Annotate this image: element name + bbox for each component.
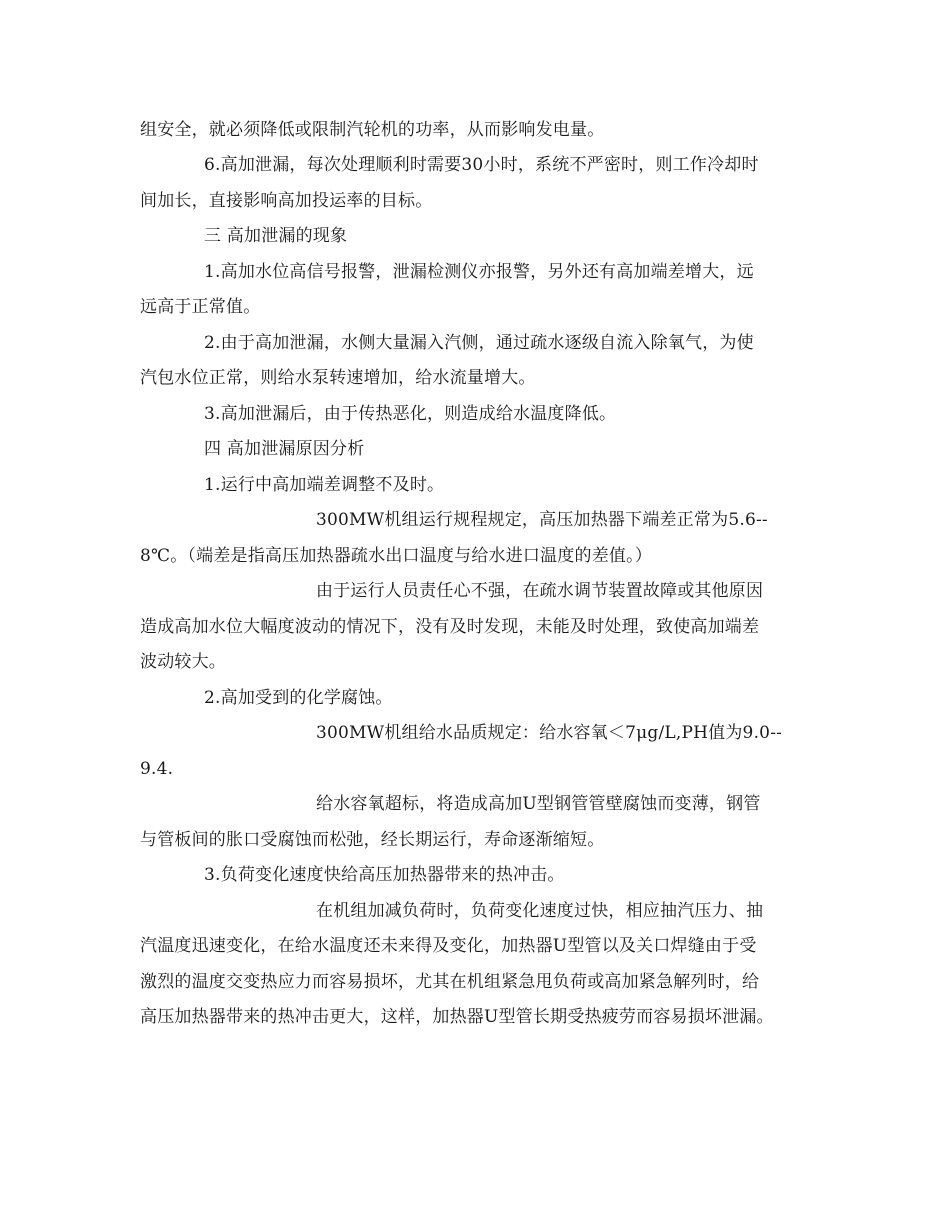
section-heading: 三 高加泄漏的现象: [204, 226, 348, 246]
text-line: 300MW机组给水品质规定：给水容氧＜7μg/L,PH值为9.0--: [316, 723, 783, 743]
text-line: 1.运行中高加端差调整不及时。: [204, 475, 445, 495]
text-line: 高压加热器带来的热冲击更大，这样，加热器U型管长期受热疲劳而容易损坏泄漏。: [140, 1007, 774, 1027]
text-line: 组安全，就必须降低或限制汽轮机的功率，从而影响发电量。: [140, 120, 605, 140]
text-line: 激烈的温度交变热应力而容易损坏，尤其在机组紧急甩负荷或高加紧急解列时，给: [140, 972, 760, 992]
text-line: 8℃。（端差是指高压加热器疏水出口温度与给水进口温度的差值。）: [140, 546, 653, 566]
text-line: 1.高加水位高信号报警，泄漏检测仪亦报警，另外还有高加端差增大，远: [204, 262, 754, 282]
text-line: 与管板间的胀口受腐蚀而松弛，经长期运行，寿命逐渐缩短。: [140, 830, 605, 850]
text-line: 波动较大。: [140, 652, 226, 672]
text-line: 给水容氧超标，将造成高加U型钢管管壁腐蚀而变薄，钢管: [316, 794, 761, 814]
text-line: 在机组加减负荷时，负荷变化速度过快，相应抽汽压力、抽: [316, 901, 764, 921]
section-heading: 四 高加泄漏原因分析: [204, 439, 365, 459]
text-line: 2.由于高加泄漏，水侧大量漏入汽侧，通过疏水逐级自流入除氧气，为使: [204, 333, 754, 353]
text-line: 2.高加受到的化学腐蚀。: [204, 688, 393, 708]
text-line: 6.高加泄漏，每次处理顺利时需要30小时，系统不严密时，则工作冷却时: [204, 155, 759, 175]
text-line: 由于运行人员责任心不强，在疏水调节装置故障或其他原因: [316, 581, 764, 601]
text-line: 3.负荷变化速度快给高压加热器带来的热冲击。: [204, 865, 565, 885]
text-line: 9.4.: [140, 759, 174, 779]
text-line: 间加长，直接影响高加投运率的目标。: [140, 191, 433, 211]
text-line: 300MW机组运行规程规定，高压加热器下端差正常为5.6--: [316, 510, 768, 530]
text-line: 汽包水位正常，则给水泵转速增加，给水流量增大。: [140, 368, 536, 388]
text-line: 远高于正常值。: [140, 297, 261, 317]
text-line: 3.高加泄漏后，由于传热恶化，则造成给水温度降低。: [204, 404, 617, 424]
text-line: 汽温度迅速变化，在给水温度还未来得及变化，加热器U型管以及关口焊缝由于受: [140, 936, 757, 956]
text-line: 造成高加水位大幅度波动的情况下，没有及时发现，未能及时处理，致使高加端差: [140, 617, 760, 637]
